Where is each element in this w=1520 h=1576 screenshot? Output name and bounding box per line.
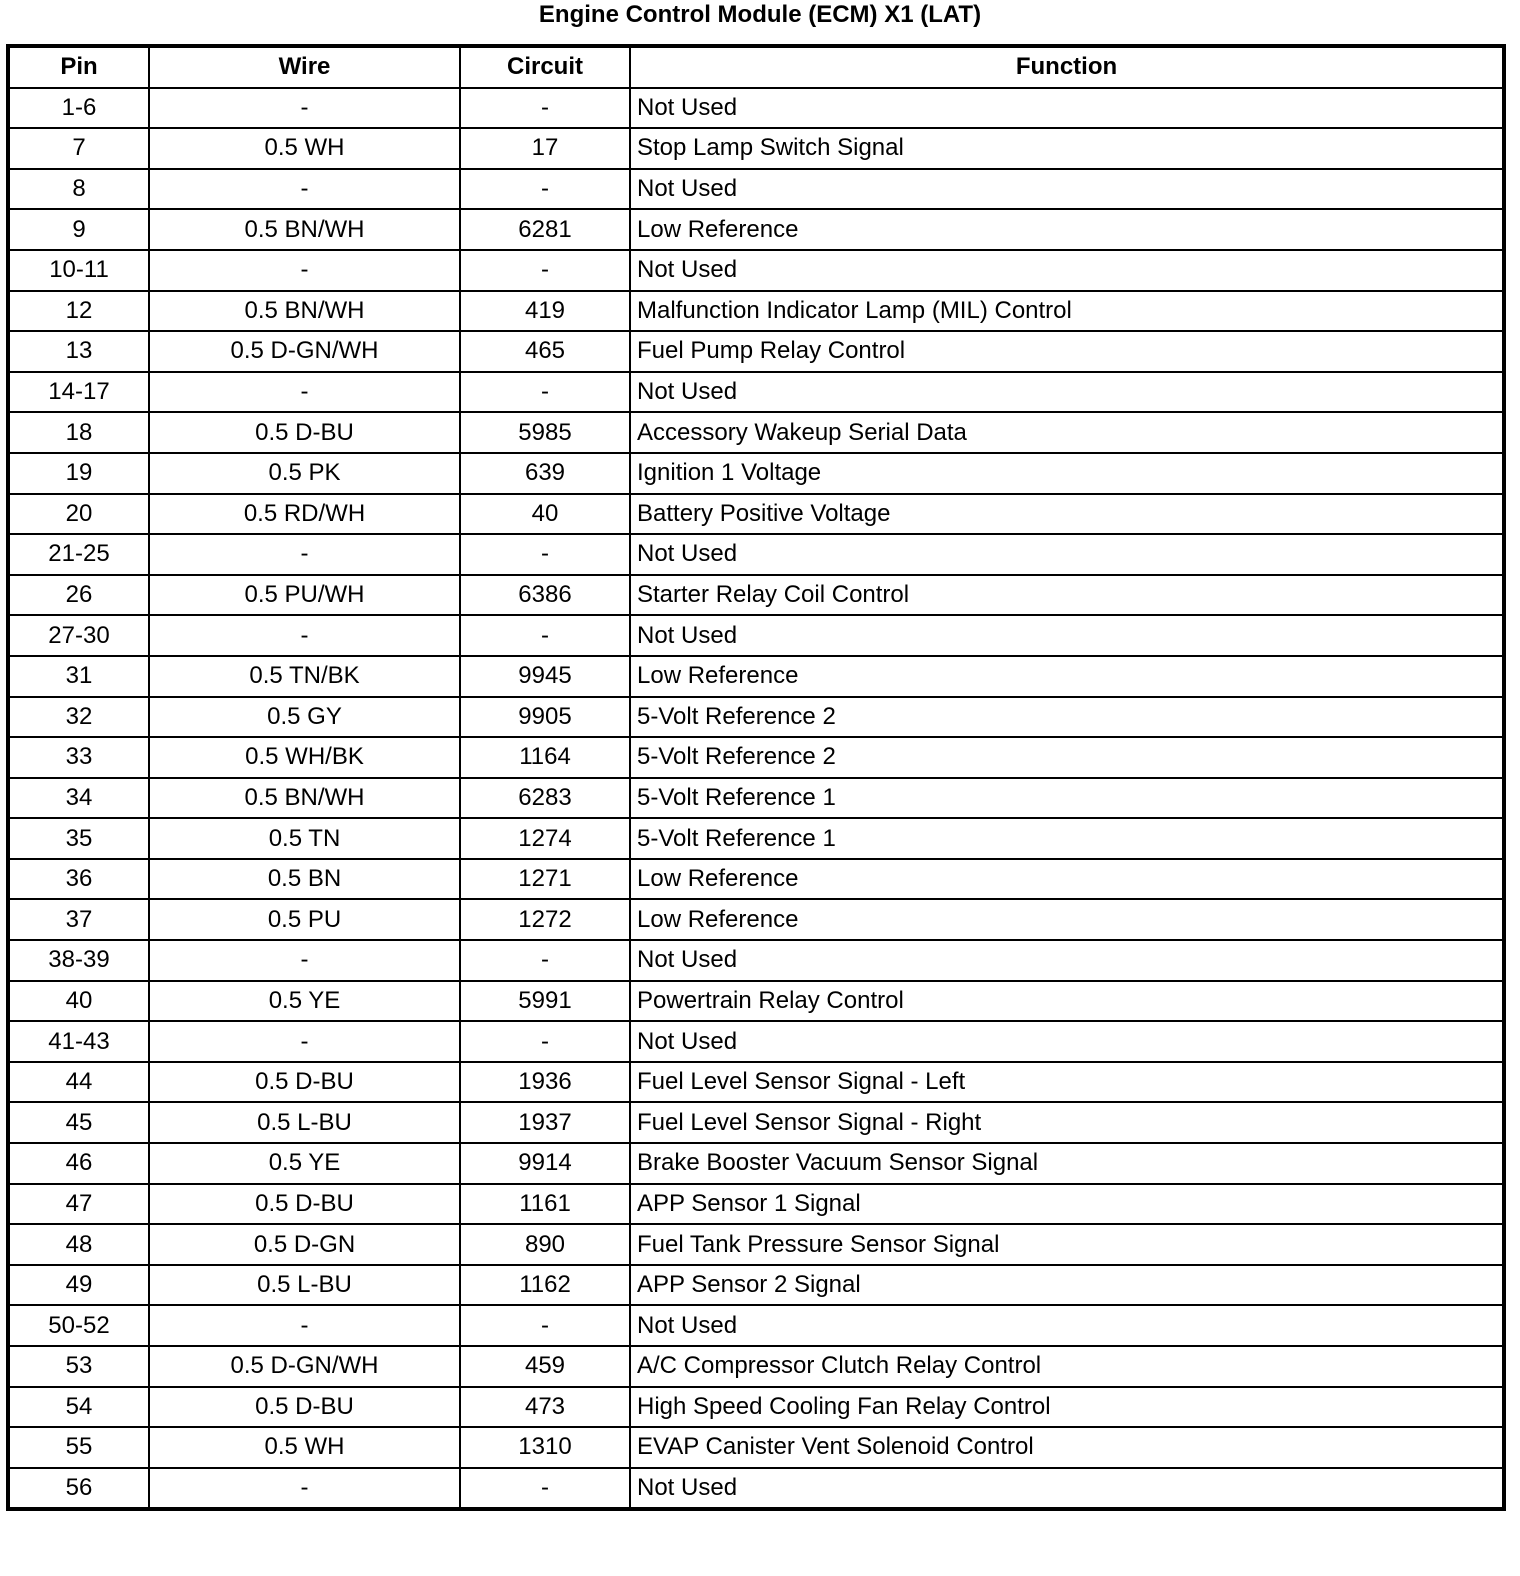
cell-function: High Speed Cooling Fan Relay Control <box>630 1387 1504 1428</box>
cell-pin: 18 <box>8 412 149 453</box>
table-row <box>8 1468 1504 1510</box>
cell-wire: 0.5 L-BU <box>149 1265 460 1306</box>
table-row <box>8 1021 1504 1062</box>
cell-function: Not Used <box>630 250 1504 291</box>
cell-wire: - <box>149 372 460 413</box>
cell-pin: 44 <box>8 1062 149 1103</box>
cell-circuit: - <box>460 1021 630 1062</box>
table-row <box>8 1224 1504 1265</box>
cell-function: Not Used <box>630 88 1504 129</box>
cell-circuit: - <box>460 88 630 129</box>
cell-pin: 53 <box>8 1346 149 1387</box>
cell-circuit: 6386 <box>460 575 630 616</box>
cell-circuit: 465 <box>460 331 630 372</box>
cell-function: Not Used <box>630 372 1504 413</box>
table-row <box>8 940 1504 981</box>
table-row <box>8 1265 1504 1306</box>
cell-wire: 0.5 WH <box>149 128 460 169</box>
cell-wire: 0.5 L-BU <box>149 1102 460 1143</box>
cell-pin: 8 <box>8 169 149 210</box>
cell-pin: 40 <box>8 981 149 1022</box>
table-row <box>8 291 1504 332</box>
cell-wire: 0.5 TN/BK <box>149 656 460 697</box>
cell-circuit: 5985 <box>460 412 630 453</box>
cell-circuit: 1310 <box>460 1427 630 1468</box>
cell-wire: 0.5 BN/WH <box>149 778 460 819</box>
cell-wire: - <box>149 1305 460 1346</box>
column-header-circuit: Circuit <box>460 46 630 88</box>
cell-pin: 46 <box>8 1143 149 1184</box>
cell-function: Fuel Level Sensor Signal - Right <box>630 1102 1504 1143</box>
cell-wire: 0.5 BN <box>149 859 460 900</box>
cell-circuit: 459 <box>460 1346 630 1387</box>
cell-pin: 38-39 <box>8 940 149 981</box>
cell-pin: 34 <box>8 778 149 819</box>
cell-function: Low Reference <box>630 209 1504 250</box>
cell-pin: 10-11 <box>8 250 149 291</box>
cell-function: Low Reference <box>630 656 1504 697</box>
cell-wire: - <box>149 940 460 981</box>
cell-circuit: 17 <box>460 128 630 169</box>
cell-pin: 21-25 <box>8 534 149 575</box>
table-row <box>8 88 1504 129</box>
cell-circuit: - <box>460 372 630 413</box>
cell-circuit: 1161 <box>460 1184 630 1225</box>
cell-circuit: - <box>460 1305 630 1346</box>
table-row <box>8 1427 1504 1468</box>
cell-wire: 0.5 PU/WH <box>149 575 460 616</box>
table-row <box>8 494 1504 535</box>
cell-wire: 0.5 YE <box>149 981 460 1022</box>
cell-wire: 0.5 D-GN/WH <box>149 331 460 372</box>
cell-function: 5-Volt Reference 1 <box>630 778 1504 819</box>
cell-pin: 7 <box>8 128 149 169</box>
cell-circuit: 639 <box>460 453 630 494</box>
column-header-pin: Pin <box>8 46 149 88</box>
cell-circuit: 9945 <box>460 656 630 697</box>
cell-pin: 36 <box>8 859 149 900</box>
cell-function: Stop Lamp Switch Signal <box>630 128 1504 169</box>
cell-wire: 0.5 D-GN/WH <box>149 1346 460 1387</box>
cell-function: EVAP Canister Vent Solenoid Control <box>630 1427 1504 1468</box>
header-row <box>8 46 1504 88</box>
cell-function: 5-Volt Reference 1 <box>630 818 1504 859</box>
table-row <box>8 1346 1504 1387</box>
cell-function: Malfunction Indicator Lamp (MIL) Control <box>630 291 1504 332</box>
cell-circuit: 419 <box>460 291 630 332</box>
cell-function: Not Used <box>630 1305 1504 1346</box>
table-row <box>8 818 1504 859</box>
cell-wire: 0.5 BN/WH <box>149 209 460 250</box>
table-row <box>8 1387 1504 1428</box>
cell-circuit: - <box>460 250 630 291</box>
document-title: Engine Control Module (ECM) X1 (LAT) <box>538 1 982 28</box>
cell-circuit: 1937 <box>460 1102 630 1143</box>
cell-wire: - <box>149 1468 460 1510</box>
cell-function: Brake Booster Vacuum Sensor Signal <box>630 1143 1504 1184</box>
cell-wire: 0.5 TN <box>149 818 460 859</box>
cell-function: 5-Volt Reference 2 <box>630 737 1504 778</box>
cell-function: APP Sensor 2 Signal <box>630 1265 1504 1306</box>
table-row <box>8 615 1504 656</box>
table-row <box>8 1102 1504 1143</box>
column-header-function: Function <box>630 46 1504 88</box>
cell-function: Not Used <box>630 615 1504 656</box>
cell-wire: 0.5 WH/BK <box>149 737 460 778</box>
table-row <box>8 737 1504 778</box>
table-row <box>8 899 1504 940</box>
table-row <box>8 1062 1504 1103</box>
cell-circuit: 1271 <box>460 859 630 900</box>
cell-wire: - <box>149 250 460 291</box>
cell-wire: 0.5 D-BU <box>149 412 460 453</box>
cell-pin: 14-17 <box>8 372 149 413</box>
cell-wire: 0.5 D-BU <box>149 1184 460 1225</box>
cell-wire: 0.5 PK <box>149 453 460 494</box>
table-body <box>8 88 1504 1510</box>
cell-pin: 19 <box>8 453 149 494</box>
cell-circuit: 6283 <box>460 778 630 819</box>
cell-circuit: 1272 <box>460 899 630 940</box>
cell-circuit: 5991 <box>460 981 630 1022</box>
cell-circuit: 1162 <box>460 1265 630 1306</box>
cell-pin: 54 <box>8 1387 149 1428</box>
cell-function: Starter Relay Coil Control <box>630 575 1504 616</box>
cell-pin: 33 <box>8 737 149 778</box>
cell-circuit: - <box>460 169 630 210</box>
cell-pin: 41-43 <box>8 1021 149 1062</box>
cell-function: Not Used <box>630 940 1504 981</box>
cell-wire: 0.5 YE <box>149 1143 460 1184</box>
cell-pin: 32 <box>8 697 149 738</box>
cell-function: Not Used <box>630 1021 1504 1062</box>
table-row <box>8 859 1504 900</box>
cell-function: Powertrain Relay Control <box>630 981 1504 1022</box>
table-row <box>8 412 1504 453</box>
cell-function: Low Reference <box>630 899 1504 940</box>
cell-pin: 13 <box>8 331 149 372</box>
cell-pin: 37 <box>8 899 149 940</box>
cell-wire: 0.5 RD/WH <box>149 494 460 535</box>
cell-function: Battery Positive Voltage <box>630 494 1504 535</box>
cell-circuit: - <box>460 940 630 981</box>
cell-pin: 35 <box>8 818 149 859</box>
cell-function: 5-Volt Reference 2 <box>630 697 1504 738</box>
cell-wire: 0.5 D-GN <box>149 1224 460 1265</box>
table-row <box>8 453 1504 494</box>
cell-circuit: 1936 <box>460 1062 630 1103</box>
cell-circuit: 1274 <box>460 818 630 859</box>
cell-circuit: - <box>460 615 630 656</box>
cell-circuit: - <box>460 1468 630 1510</box>
cell-wire: 0.5 WH <box>149 1427 460 1468</box>
table-row <box>8 656 1504 697</box>
table-row <box>8 372 1504 413</box>
pinout-table <box>6 44 1506 1511</box>
table-row <box>8 575 1504 616</box>
cell-wire: - <box>149 169 460 210</box>
cell-wire: 0.5 D-BU <box>149 1387 460 1428</box>
cell-function: Not Used <box>630 169 1504 210</box>
cell-circuit: - <box>460 534 630 575</box>
cell-pin: 31 <box>8 656 149 697</box>
table-row <box>8 778 1504 819</box>
table-row <box>8 209 1504 250</box>
cell-function: Low Reference <box>630 859 1504 900</box>
cell-circuit: 473 <box>460 1387 630 1428</box>
cell-circuit: 40 <box>460 494 630 535</box>
cell-pin: 50-52 <box>8 1305 149 1346</box>
table-row <box>8 128 1504 169</box>
cell-wire: 0.5 GY <box>149 697 460 738</box>
table-row <box>8 250 1504 291</box>
table-row <box>8 981 1504 1022</box>
cell-circuit: 890 <box>460 1224 630 1265</box>
cell-wire: - <box>149 534 460 575</box>
table-row <box>8 331 1504 372</box>
table-row <box>8 169 1504 210</box>
cell-function: A/C Compressor Clutch Relay Control <box>630 1346 1504 1387</box>
cell-function: Fuel Pump Relay Control <box>630 331 1504 372</box>
cell-circuit: 9905 <box>460 697 630 738</box>
cell-circuit: 1164 <box>460 737 630 778</box>
cell-function: Not Used <box>630 534 1504 575</box>
cell-pin: 12 <box>8 291 149 332</box>
cell-wire: - <box>149 1021 460 1062</box>
cell-pin: 55 <box>8 1427 149 1468</box>
cell-function: Fuel Level Sensor Signal - Left <box>630 1062 1504 1103</box>
cell-pin: 20 <box>8 494 149 535</box>
cell-function: APP Sensor 1 Signal <box>630 1184 1504 1225</box>
cell-function: Fuel Tank Pressure Sensor Signal <box>630 1224 1504 1265</box>
cell-pin: 1-6 <box>8 88 149 129</box>
cell-wire: 0.5 PU <box>149 899 460 940</box>
cell-function: Accessory Wakeup Serial Data <box>630 412 1504 453</box>
cell-pin: 47 <box>8 1184 149 1225</box>
table-row <box>8 1184 1504 1225</box>
cell-pin: 49 <box>8 1265 149 1306</box>
cell-wire: 0.5 D-BU <box>149 1062 460 1103</box>
cell-pin: 9 <box>8 209 149 250</box>
cell-wire: 0.5 BN/WH <box>149 291 460 332</box>
cell-pin: 45 <box>8 1102 149 1143</box>
cell-pin: 26 <box>8 575 149 616</box>
cell-function: Not Used <box>630 1468 1504 1510</box>
cell-pin: 48 <box>8 1224 149 1265</box>
table-row <box>8 1143 1504 1184</box>
cell-wire: - <box>149 615 460 656</box>
cell-circuit: 6281 <box>460 209 630 250</box>
column-header-wire: Wire <box>149 46 460 88</box>
table-row <box>8 534 1504 575</box>
cell-pin: 27-30 <box>8 615 149 656</box>
cell-pin: 56 <box>8 1468 149 1510</box>
table-header <box>8 46 1504 88</box>
cell-circuit: 9914 <box>460 1143 630 1184</box>
cell-function: Ignition 1 Voltage <box>630 453 1504 494</box>
cell-wire: - <box>149 88 460 129</box>
table-row <box>8 697 1504 738</box>
table-row <box>8 1305 1504 1346</box>
